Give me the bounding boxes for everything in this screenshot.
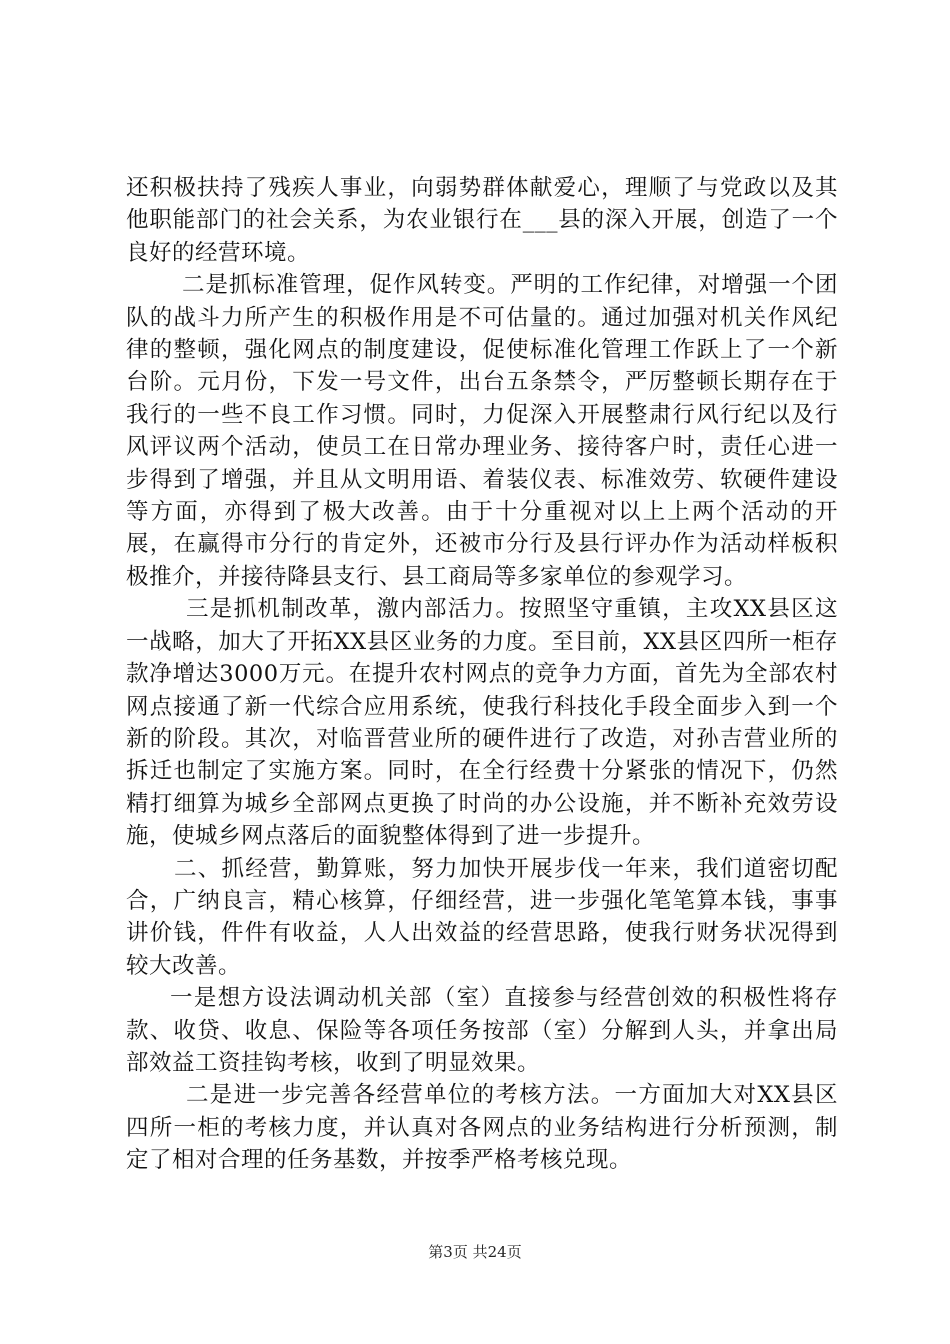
- paragraph-operations-heading: 二、抓经营，勤算账，努力加快开展步伐一年来，我们道密切配合，广纳良言，精心核算，仔细经营，进一步强化笔笔算本钱，事事讲价钱，件件有收益，人人出效益的经营思路，使我行财务状况得到较大改善。: [126, 855, 838, 979]
- document-body: [126, 172, 838, 1177]
- page-footer: [0, 1242, 950, 1262]
- paragraph-standard-management: 二是抓标准管理，促作风转变。严明的工作纪律，对增强一个团队的战斗力所产生的积极作用是不可估量的。通过加强对机关作风纪律的整顿，强化网点的制度建设，促使标准化管理工作跃上了一个新台阶。元月份，下发一号文件，出台五条禁令，严厉整顿长期存在于我行的一些不良工作习惯。同时，力促深入开展整肃行风行纪以及行风评议两个活动，使员工在日常办理业务、接待客户时，责任心进一步得到了增强，并且从文明用语、着装仪表、标准效劳、软硬件建设等方面，亦得到了极大改善。由于十分重视对以上上两个活动的开展，在赢得市分行的肯定外，还被市分行及县行评办作为活动样板积极推介，并接待降县支行、县工商局等多家单位的参观学习。: [126, 272, 838, 590]
- paragraph-continuation: 还积极扶持了残疾人事业，向弱势群体献爱心，理顺了与党政以及其他职能部门的社会关系，为农业银行在___县的深入开展，创造了一个良好的经营环境。: [126, 175, 838, 266]
- page-number: 第3页 共24页: [428, 1243, 522, 1261]
- paragraph-department-participation: 一是想方设法调动机关部（室）直接参与经营创效的积极性将存款、收贷、收息、保险等各项任务按部（室）分解到人头，并拿出局部效益工资挂钩考核，收到了明显效果。: [126, 985, 838, 1076]
- paragraph-assessment-method: 二是进一步完善各经营单位的考核方法。一方面加大对XX县区四所一柜的考核力度，并认真对各网点的业务结构进行分析预测，制定了相对合理的任务基数，并按季严格考核兑现。: [126, 1082, 838, 1174]
- paragraph-mechanism-reform: 三是抓机制改革，激内部活力。按照坚守重镇，主攻XX县区这一战略，加大了开拓XX县区业务的力度。至目前，XX县区四所一柜存款净增达3000万元。在提升农村网点的竞争力方面，首先为全部农村网点接通了新一代综合应用系统，使我行科技化手段全面步入到一个新的阶段。其次，对临晋营业所的硬件进行了改造，对孙吉营业所的拆迁也制定了实施方案。同时，在全行经费十分紧张的情况下，仍然精打细算为城乡全部网点更换了时尚的办公设施，并不断补充效劳设施，使城乡网点落后的面貌整体得到了进一步提升。: [126, 596, 838, 850]
